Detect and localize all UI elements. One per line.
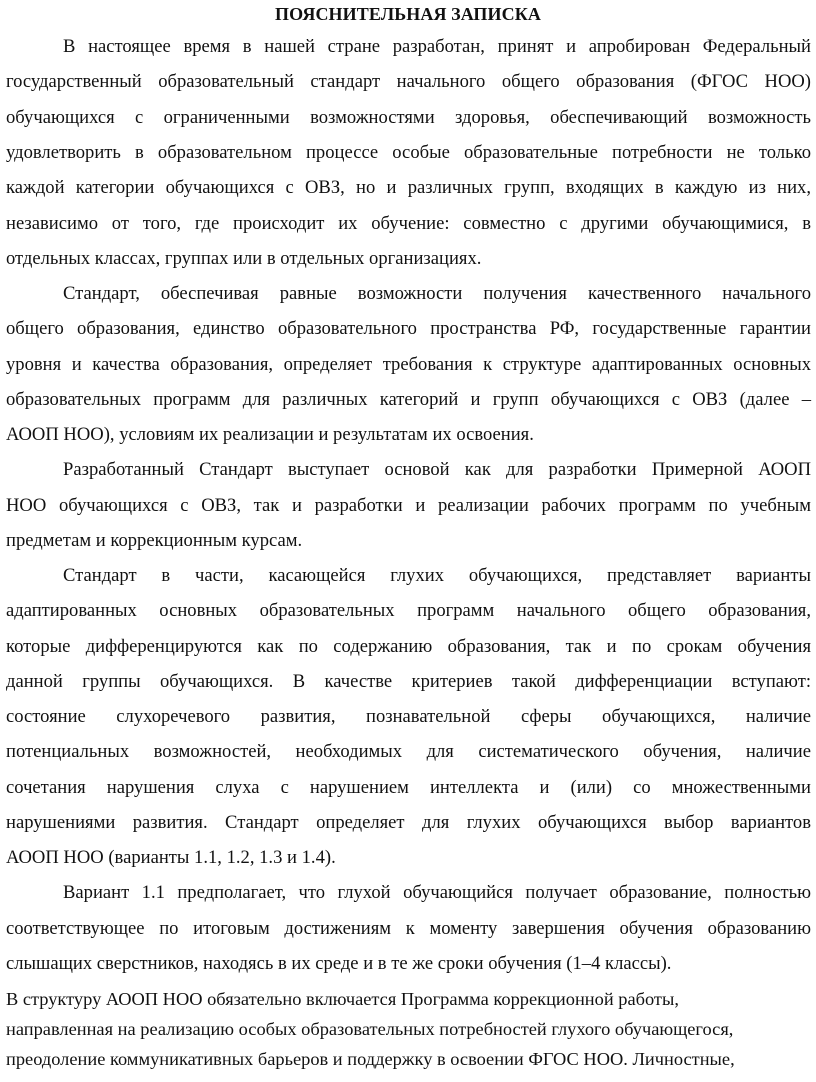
text-line: преодоление коммуникативных барьеров и поддержку в освоении ФГОС НОО. Личностные, (6, 1049, 735, 1069)
text-line: слышащих сверстников, находясь в их среде и в те же сроки обучения (1–4 классы). (6, 953, 672, 974)
text-line: предметам и коррекционным курсам. (6, 530, 303, 551)
text-line: общего образования, единство образовательного пространства РФ, государственные гарантии (6, 318, 811, 339)
text-line: государственный образовательный стандарт начального общего образования (ФГОС НОО) (6, 71, 811, 92)
text-line: обучающихся с ограниченными возможностями здоровья, обеспечивающий возможность (6, 107, 811, 128)
text-line: АООП НОО), условиям их реализации и результатам их освоения. (6, 424, 534, 445)
text-line: направленная на реализацию особых образовательных потребностей глухого обучающегося, (6, 1019, 734, 1039)
text-line: которые дифференцируются как по содержанию образования, так и по срокам обучения (6, 636, 811, 657)
text-line: образовательных программ для различных категорий и групп обучающихся с ОВЗ (далее – (6, 389, 811, 410)
text-line: потенциальных возможностей, необходимых для систематического обучения, наличие (6, 741, 811, 762)
text-line: В структуру АООП НОО обязательно включается Программа коррекционной работы, (6, 989, 679, 1009)
text-line: адаптированных основных образовательных программ начального общего образования, (6, 600, 811, 621)
text-line: сочетания нарушения слуха с нарушением интеллекта и (или) со множественными (6, 777, 811, 798)
text-line: состояние слухоречевого развития, познавательной сферы обучающихся, наличие (6, 706, 811, 727)
text-line: каждой категории обучающихся с ОВЗ, но и различных групп, входящих в каждую из них, (6, 177, 811, 198)
text-line: АООП НОО (варианты 1.1, 1.2, 1.3 и 1.4). (6, 847, 336, 868)
text-line: нарушениями развития. Стандарт определяет для глухих обучающихся выбор вариантов (6, 812, 811, 833)
text-line: НОО обучающихся с ОВЗ, так и разработки и реализации рабочих программ по учебным (6, 495, 811, 516)
text-line: Вариант 1.1 предполагает, что глухой обучающийся получает образование, полностью (63, 882, 811, 903)
text-line: отдельных классах, группах или в отдельных организациях. (6, 248, 482, 269)
text-line: данной группы обучающихся. В качестве критериев такой дифференциации вступают: (6, 671, 811, 692)
text-line: Стандарт, обеспечивая равные возможности получения качественного начального (63, 283, 811, 304)
text-line: В настоящее время в нашей стране разработан, принят и апробирован Федеральный (63, 36, 811, 57)
text-line: уровня и качества образования, определяет требования к структуре адаптированных основных (6, 354, 811, 375)
text-line: соответствующее по итоговым достижениям к моменту завершения обучения образованию (6, 918, 811, 939)
text-line: удовлетворить в образовательном процессе особые образовательные потребности не только (6, 142, 811, 163)
document-title: ПОЯСНИТЕЛЬНАЯ ЗАПИСКА (275, 4, 541, 24)
text-line: Стандарт в части, касающейся глухих обучающихся, представляет варианты (63, 565, 811, 586)
text-line: независимо от того, где происходит их обучение: совместно с другими обучающимися, в (6, 213, 811, 234)
text-line: Разработанный Стандарт выступает основой как для разработки Примерной АООП (63, 459, 811, 480)
